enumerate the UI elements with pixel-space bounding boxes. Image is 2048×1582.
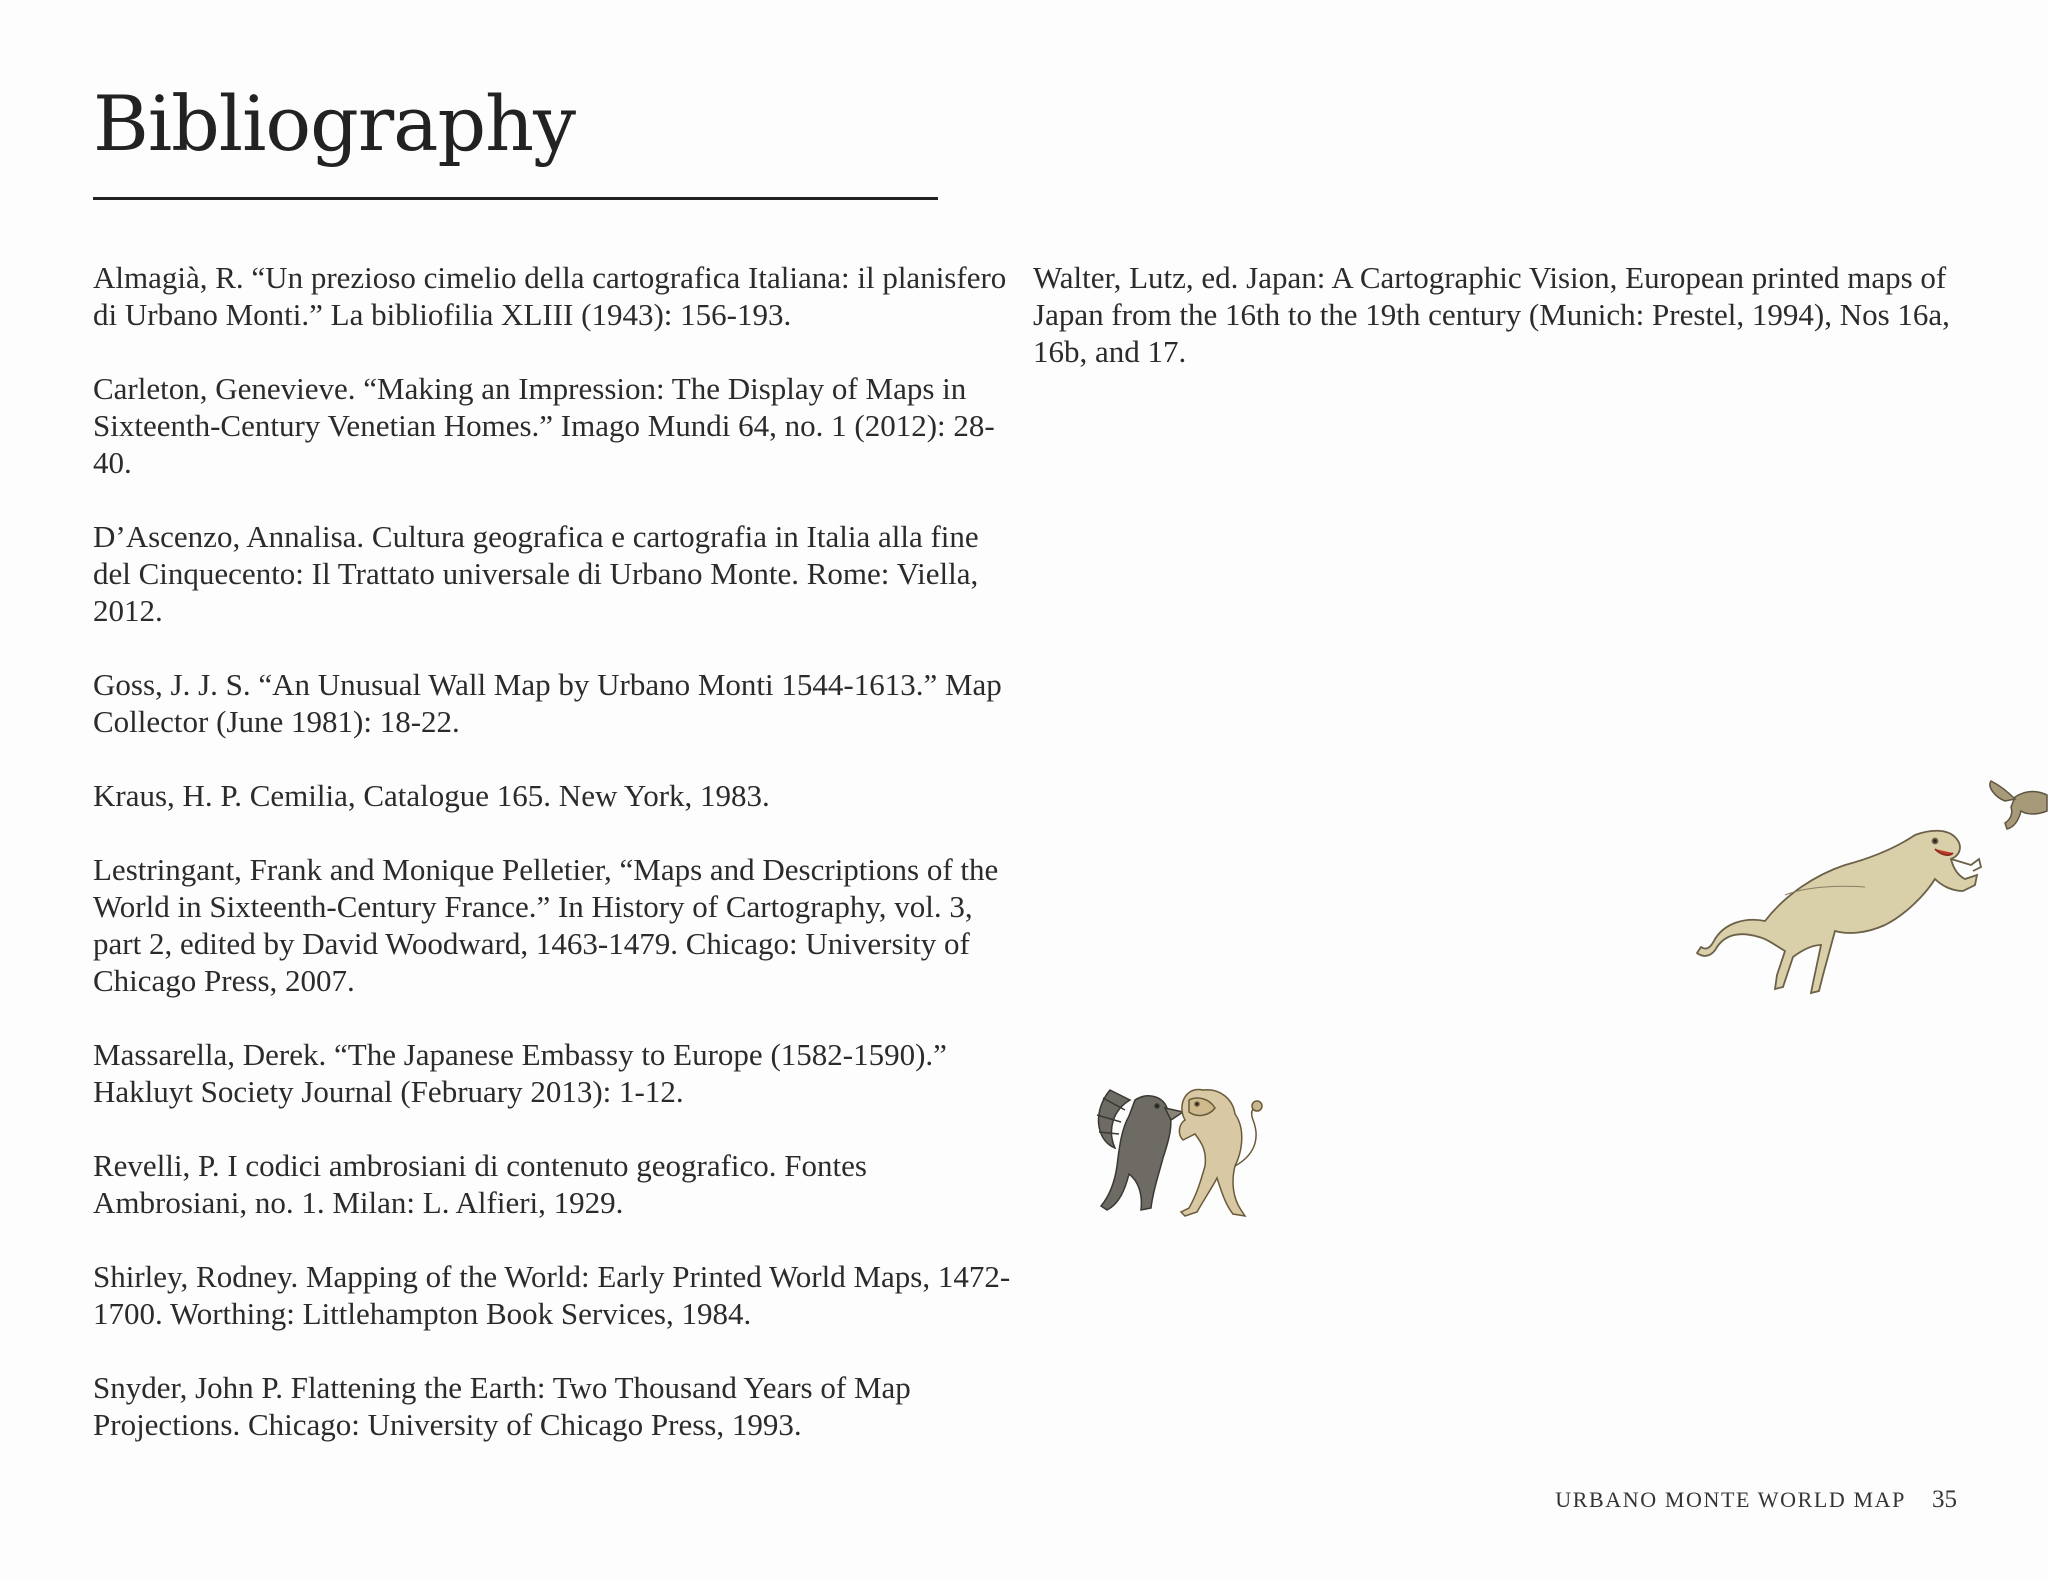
bibliography-entry: Walter, Lutz, ed. Japan: A Cartographic Vision, European printed maps of Japan from the 16th to the 19th century (Munich: Prestel, 1994), Nos 16a, 16b, and 17. bbox=[1033, 260, 1950, 369]
bibliography-entry: Almagià, R. “Un prezioso cimelio della cartografica Italiana: il planisfero di Urbano Monti.” La bibliofilia XLIII (1943): 156-193. bbox=[93, 260, 1007, 332]
bibliography-entry: Kraus, H. P. Cemilia, Catalogue 165. New York, 1983. bbox=[93, 778, 770, 813]
bibliography-entry: Carleton, Genevieve. “Making an Impression: The Display of Maps in Sixteenth-Century Venetian Homes.” Imago Mundi 64, no. 1 (2012): 28-40. bbox=[93, 371, 995, 480]
leaping-feline-illustration bbox=[1635, 775, 2048, 1035]
bibliography-entry: Lestringant, Frank and Monique Pelletier, “Maps and Descriptions of the World in Sixteenth-Century France.” In History of Cartography, vol. 3, part 2, edited by David Woodward, 1463-1479. Chicago: University of Chicago Press, 2007. bbox=[93, 852, 999, 998]
griffin-and-lion-illustration bbox=[1085, 1070, 1285, 1240]
page-footer bbox=[1555, 1486, 1957, 1514]
bibliography-entry: Massarella, Derek. “The Japanese Embassy to Europe (1582-1590).” Hakluyt Society Journal (February 2013): 1-12. bbox=[93, 1037, 947, 1109]
running-title: URBANO MONTE WORLD MAP bbox=[1555, 1487, 1906, 1512]
bibliography-right-column bbox=[1033, 259, 1988, 407]
bibliography-entry: Snyder, John P. Flattening the Earth: Two Thousand Years of Map Projections. Chicago: University of Chicago Press, 1993. bbox=[93, 1370, 911, 1442]
bibliography-entry: Goss, J. J. S. “An Unusual Wall Map by Urbano Monti 1544-1613.” Map Collector (June 1981): 18-22. bbox=[93, 667, 1002, 739]
bibliography-entry: D’Ascenzo, Annalisa. Cultura geografica e cartografia in Italia alla fine del Cinquecento: Il Trattato universale di Urbano Monte. Rome: Viella, 2012. bbox=[93, 519, 979, 628]
page-number: 35 bbox=[1932, 1486, 1957, 1513]
bibliography-left-column bbox=[93, 259, 1013, 1480]
bibliography-entry: Revelli, P. I codici ambrosiani di contenuto geografico. Fontes Ambrosiani, no. 1. Milan: L. Alfieri, 1929. bbox=[93, 1148, 867, 1220]
page-title: Bibliography bbox=[93, 79, 575, 168]
title-rule bbox=[93, 197, 938, 200]
bibliography-entry: Shirley, Rodney. Mapping of the World: Early Printed World Maps, 1472-1700. Worthing: Littlehampton Book Services, 1984. bbox=[93, 1259, 1011, 1331]
